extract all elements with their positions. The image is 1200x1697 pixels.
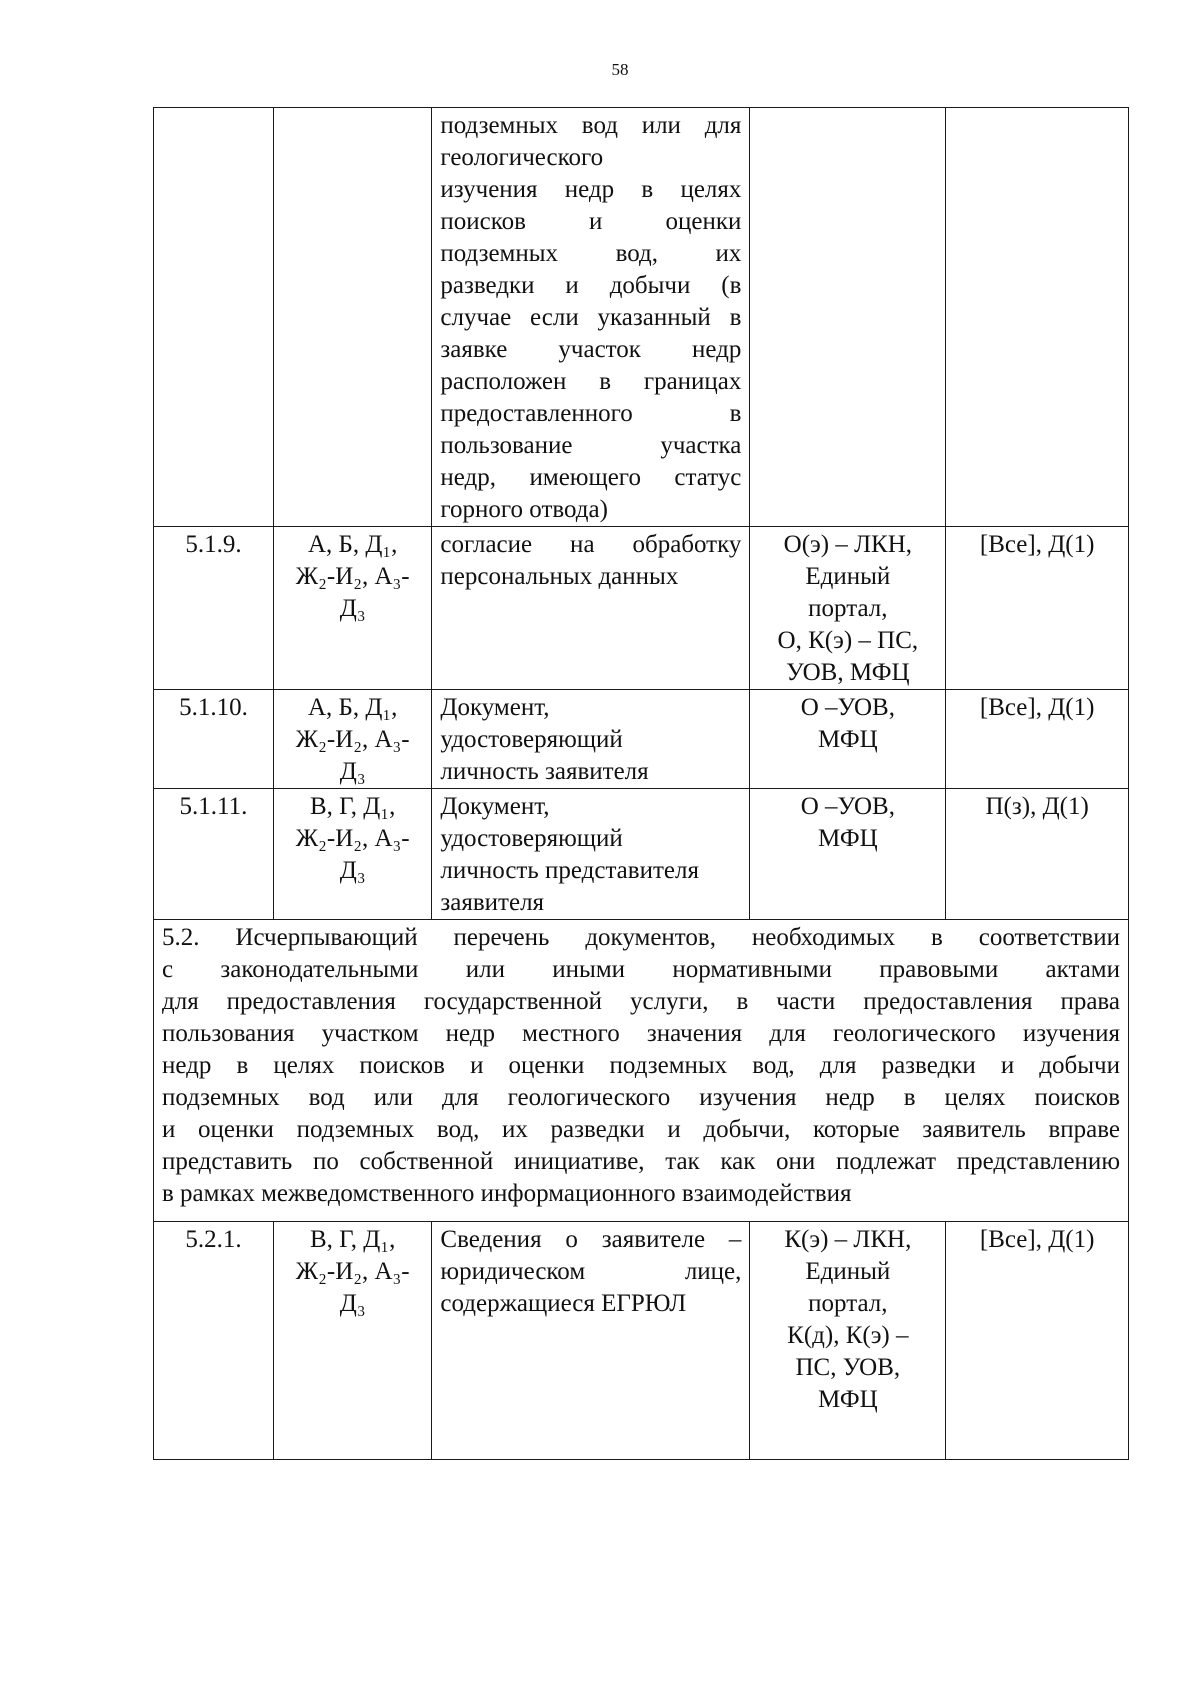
category-line: Д₃ [339,595,366,622]
category-line: А, Б, Д₁, [307,531,398,558]
source-line: МФЦ [817,726,878,753]
cell-category [273,789,431,920]
text-line: Документ, [440,694,550,721]
category-line: Д₃ [339,1290,366,1317]
cell-number: 5.2.1. [154,1222,274,1460]
page-number: 58 [611,60,629,79]
text-line: юридическом лице, [440,1258,742,1285]
cell-document-name [432,789,750,920]
text-line: 5.2. Исчерпывающий перечень документов, необходимых в соответствии [162,924,1120,951]
table-row [154,690,1129,789]
text-line: недр в целях поисков и оценки подземных вод, для разведки и добычи [162,1052,1120,1079]
source-line: ПС, УОВ, [795,1354,901,1381]
category-line: Ж₂-И₂, А₃- [295,825,410,852]
text-line: с законодательными или иными нормативными правовыми актами [162,956,1120,983]
text-line: заявке участок недр [440,336,742,363]
text-line: Сведения о заявителе – [440,1226,742,1253]
text-line: в рамках межведомственного информационного взаимодействия [162,1180,852,1207]
source-line: Единый [805,563,891,590]
category-line: В, Г, Д₁, [310,793,396,820]
cell-source [750,690,946,789]
category-line: Д₃ [339,758,366,785]
source-line: МФЦ [817,825,878,852]
category-line: Д₃ [339,857,366,884]
cell-result: [Все], Д(1) [946,1222,1129,1460]
source-line: К(д), К(э) – [787,1322,909,1349]
text-line: и оценки подземных вод, их разведки и добычи, которые заявитель вправе [162,1116,1120,1143]
category-line: Ж₂-И₂, А₃- [295,726,410,753]
table-row [154,789,1129,920]
text-line: подземных вод, их [440,240,742,267]
cell-category [273,1222,431,1460]
text-line: Документ, [440,793,550,820]
source-line: О, К(э) – ПС, [777,627,919,654]
text-line: разведки и добычи (в [440,272,742,299]
text-line: подземных вод или для геологического изучения недр в целях поисков [162,1084,1120,1111]
cell-document-name [432,527,750,690]
cell-result: П(з), Д(1) [946,789,1129,920]
cell-source [750,108,946,527]
category-line: В, Г, Д₁, [310,1226,396,1253]
cell-number [154,108,274,527]
source-line: Единый [805,1258,891,1285]
source-line: УОВ, МФЦ [786,659,910,686]
cell-document-name [432,108,750,527]
source-line: О –УОВ, [800,793,895,820]
text-line: геологического [440,144,604,171]
text-line: подземных вод или для [440,112,742,139]
text-line: личность представителя [440,857,699,884]
table-row [154,527,1129,690]
cell-result [946,108,1129,527]
cell-number: 5.1.10. [154,690,274,789]
category-line: А, Б, Д₁, [307,694,398,721]
cell-document-name [432,1222,750,1460]
text-line: согласие на обработку [440,531,742,558]
cell-category [273,690,431,789]
cell-number: 5.1.9. [154,527,274,690]
text-line: заявителя [440,889,545,916]
cell-document-name [432,690,750,789]
section-heading-row [154,920,1129,1222]
section-heading [154,920,1129,1222]
cell-result: [Все], Д(1) [946,527,1129,690]
source-line: портал, [808,595,888,622]
text-line: представить по собственной инициативе, так как они подлежат представлению [162,1148,1120,1175]
documents-table [153,107,1129,1460]
source-line: портал, [808,1290,888,1317]
source-line: К(э) – ЛКН, [784,1226,912,1253]
text-line: для предоставления государственной услуги, в части предоставления права [162,988,1120,1015]
text-line: горного отвода) [440,496,608,523]
text-line: удостоверяющий [440,726,623,753]
cell-category [273,527,431,690]
text-line: поисков и оценки [440,208,742,235]
text-line: личность заявителя [440,758,649,785]
cell-source [750,1222,946,1460]
text-line: недр, имеющего статус [440,464,742,491]
cell-number: 5.1.11. [154,789,274,920]
cell-source [750,789,946,920]
text-line: пользования участком недр местного значения для геологического изучения [162,1020,1120,1047]
table-row [154,1222,1129,1460]
text-line: изучения недр в целях [440,176,742,203]
category-line: Ж₂-И₂, А₃- [295,563,410,590]
source-line: МФЦ [817,1386,878,1413]
category-line: Ж₂-И₂, А₃- [295,1258,410,1285]
source-line: О(э) – ЛКН, [783,531,913,558]
cell-source [750,527,946,690]
text-line: содержащиеся ЕГРЮЛ [440,1290,687,1317]
cell-result: [Все], Д(1) [946,690,1129,789]
table-row-continuation [154,108,1129,527]
text-line: пользование участка [440,432,742,459]
source-line: О –УОВ, [800,694,895,721]
text-line: предоставленного в [440,400,742,427]
cell-category [273,108,431,527]
text-line: расположен в границах [440,368,742,395]
text-line: персональных данных [440,563,679,590]
text-line: случае если указанный в [440,304,742,331]
text-line: удостоверяющий [440,825,623,852]
